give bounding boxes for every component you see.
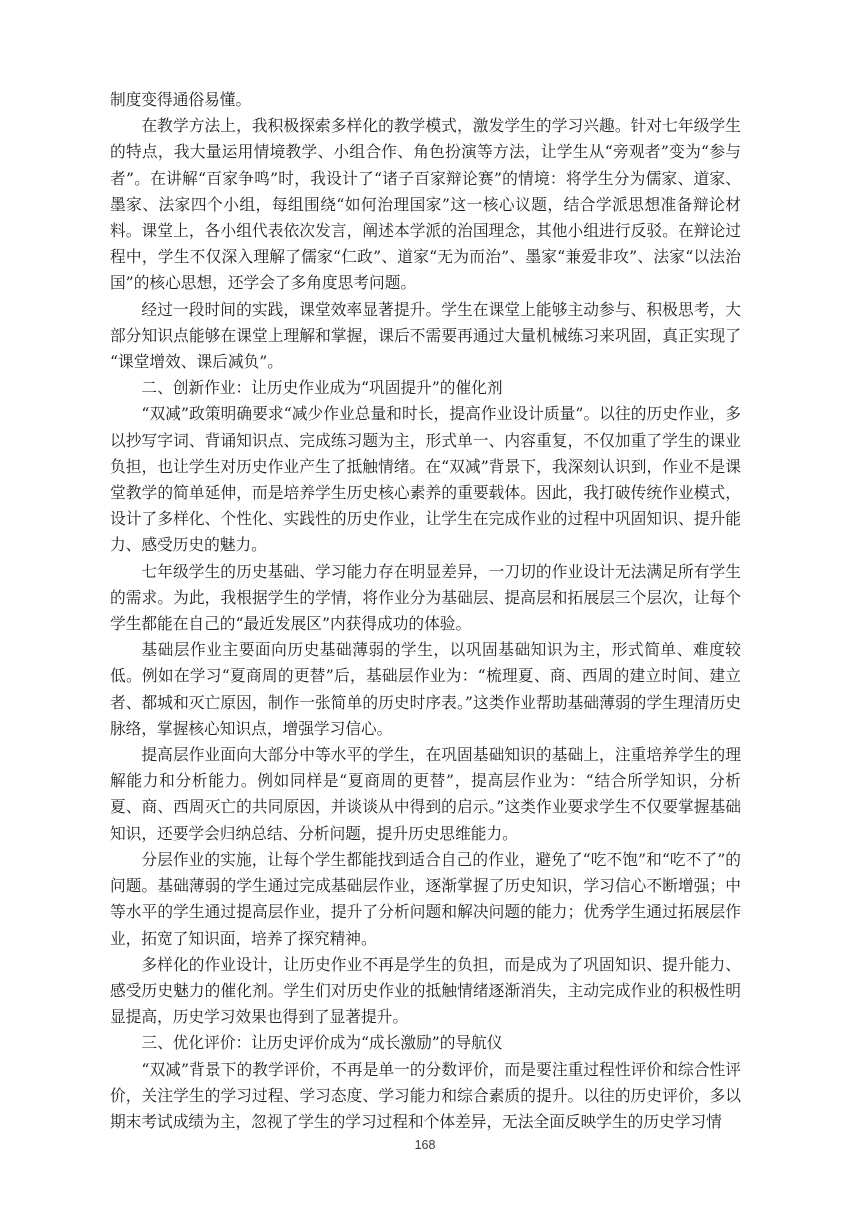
- paragraph: 提高层作业面向大部分中等水平的学生，在巩固基础知识的基础上，注重培养学生的理解能力和分析能力。例如同样是“夏商周的更替”，提高层作业为：“结合所学知识，分析夏、商、西周灭亡的共同原因，并谈谈从中得到的启示。”这类作业要求学生不仅要掌握基础知识，还要学会归纳总结、分析问题，提升历史思维能力。: [110, 745, 741, 843]
- page-number: 168: [414, 1138, 436, 1152]
- paragraph: 经过一段时间的实践，课堂效率显著提升。学生在课堂上能够主动参与、积极思考，大部分知识点能够在课堂上理解和掌握，课后不需要再通过大量机械练习来巩固，真正实现了“课堂增效、课后减负”。: [110, 299, 741, 372]
- paragraph: 在教学方法上，我积极探索多样化的教学模式，激发学生的学习兴趣。针对七年级学生的特点，我大量运用情境教学、小组合作、角色扮演等方法，让学生从“旁观者”变为“参与者”。在讲解“百家争鸣”时，我设计了“诸子百家辩论赛”的情境：将学生分为儒家、道家、墨家、法家四个小组，每组围绕“如何治理国家”这一核心议题，结合学派思想准备辩论材料。课堂上，各小组代表依次发言，阐述本学派的治国理念，其他小组进行反驳。在辩论过程中，学生不仅深入理解了儒家“仁政”、道家“无为而治”、墨家“兼爱非攻”、法家“以法治国”的核心思想，还学会了多角度思考问题。: [110, 116, 741, 293]
- paragraph: “双减”背景下的教学评价，不再是单一的分数评价，而是要注重过程性评价和综合性评价，关注学生的学习过程、学习态度、学习能力和综合素质的提升。以往的历史评价，多以期末考试成绩为主，忽视了学生的学习过程和个体差异，无法全面反映学生的历史学习情: [110, 1059, 741, 1131]
- page-footer: [0, 1136, 850, 1154]
- paragraph: “双减”政策明确要求“减少作业总量和时长，提高作业设计质量”。以往的历史作业，多以抄写字词、背诵知识点、完成练习题为主，形式单一、内容重复，不仅加重了学生的课业负担，也让学生对历史作业产生了抵触情绪。在“双减”背景下，我深刻认识到，作业不是课堂教学的简单延伸，而是培养学生历史核心素养的重要载体。因此，我打破传统作业模式，设计了多样化、个性化、实践性的历史作业，让学生在完成作业的过程中巩固知识、提升能力、感受历史的魅力。: [110, 404, 741, 555]
- paragraph: 分层作业的实施，让每个学生都能找到适合自己的作业，避免了“吃不饱”和“吃不了”的问题。基础薄弱的学生通过完成基础层作业，逐渐掌握了历史知识，学习信心不断增强；中等水平的学生通过提高层作业，提升了分析问题和解决问题的能力；优秀学生通过拓展层作业，拓宽了知识面，培养了探究精神。: [110, 849, 741, 948]
- paragraph: 多样化的作业设计，让历史作业不再是学生的负担，而是成为了巩固知识、提升能力、感受历史魅力的催化剂。学生们对历史作业的抵触情绪逐渐消失，主动完成作业的积极性明显提高，历史学习效果也得到了显著提升。: [110, 954, 741, 1027]
- paragraph: 基础层作业主要面向历史基础薄弱的学生，以巩固基础知识为主，形式简单、难度较低。例如在学习“夏商周的更替”后，基础层作业为：“梳理夏、商、西周的建立时间、建立者、都城和灭亡原因，制作一张简单的历史时序表。”这类作业帮助基础薄弱的学生理清历史脉络，掌握核心知识点，增强学习信心。: [110, 640, 741, 738]
- paragraph: 七年级学生的历史基础、学习能力存在明显差异，一刀切的作业设计无法满足所有学生的需求。为此，我根据学生的学情，将作业分为基础层、提高层和拓展层三个层次，让每个学生都能在自己的“最近发展区”内获得成功的体验。: [110, 561, 741, 634]
- section-heading: 二、创新作业：让历史作业成为“巩固提升”的催化剂: [141, 378, 503, 398]
- paragraph: 制度变得通俗易懂。: [110, 90, 252, 109]
- document-body: [110, 87, 741, 1135]
- section-heading: 三、优化评价：让历史评价成为“成长激励”的导航仪: [141, 1033, 503, 1053]
